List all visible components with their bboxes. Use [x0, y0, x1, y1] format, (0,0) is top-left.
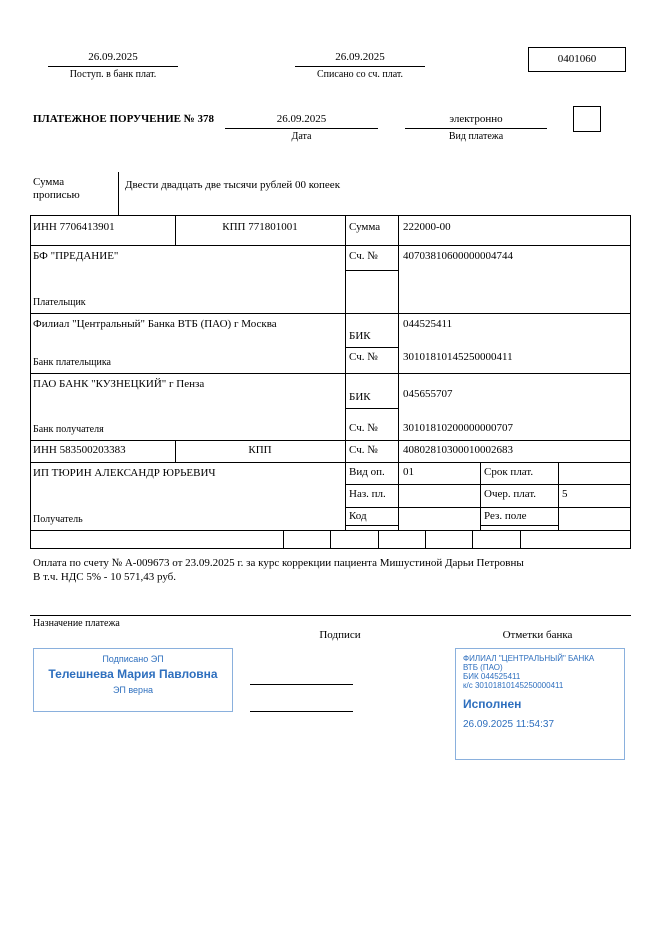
- payer-bank-name: Филиал "Центральный" Банка ВТБ (ПАО) г Москва: [33, 318, 277, 330]
- label-underline: [345, 347, 398, 348]
- table-line: [520, 530, 521, 548]
- amount-words-label-line1: Сумма: [33, 176, 65, 188]
- signer-name: Телешнева Мария Павловна: [48, 667, 218, 681]
- received-date-label: Поступ. в банк плат.: [69, 69, 157, 80]
- payee-account: 40802810300010002683: [403, 444, 513, 456]
- payee-bank-bik: 045655707: [403, 388, 453, 400]
- table-line: [558, 462, 559, 530]
- payment-term-label: Срок плат.: [484, 466, 534, 478]
- amount-words-divider: [118, 172, 119, 216]
- table-line: [30, 548, 631, 549]
- label-underline: [345, 270, 398, 271]
- label-underline: [345, 525, 398, 526]
- table-line: [630, 215, 631, 548]
- table-line: [345, 215, 346, 530]
- purpose-line1: Оплата по счету № А-009673 от 23.09.2025 г. за курс коррекции пациента Мишустиной Дарьи Петровны: [33, 557, 524, 569]
- bank-stamp-line2: ВТБ (ПАО): [463, 663, 503, 672]
- purpose-line2: В т.ч. НДС 5% - 10 571,43 руб.: [33, 571, 177, 583]
- payee-bank-account: 30101810200000000707: [403, 422, 513, 434]
- table-line: [30, 373, 631, 374]
- table-line: [30, 215, 631, 216]
- payer-bank-account-label: Сч. №: [349, 351, 378, 363]
- code-label: Код: [349, 510, 367, 522]
- reserve-field-label: Рез. поле: [484, 510, 527, 522]
- payment-kind: электронно: [449, 113, 503, 125]
- label-underline: [480, 525, 558, 526]
- payee-account-label: Сч. №: [349, 444, 378, 456]
- received-date-underline: [48, 66, 178, 67]
- payee-bank-name: ПАО БАНК "КУЗНЕЦКИЙ" г Пенза: [33, 378, 205, 390]
- payee-label: Получатель: [33, 514, 83, 525]
- form-code-box: 0401060: [528, 47, 626, 72]
- bank-marks-heading: Отметки банка: [502, 629, 573, 641]
- bank-stamp: [455, 648, 625, 760]
- document-date-label: Дата: [291, 131, 312, 142]
- table-line: [30, 462, 631, 463]
- table-line: [30, 215, 31, 548]
- table-line: [30, 440, 631, 441]
- payer-account-label: Сч. №: [349, 250, 378, 262]
- label-underline: [345, 408, 398, 409]
- payer-bank-account: 30101810145250000411: [403, 351, 513, 363]
- table-line: [30, 245, 631, 246]
- payee-bank-bik-label: БИК: [349, 391, 371, 403]
- table-line: [425, 530, 426, 548]
- payee-bank-label: Банк получателя: [33, 424, 104, 435]
- bank-stamp-bik: БИК 044525411: [463, 672, 521, 681]
- received-date: 26.09.2025: [88, 51, 138, 63]
- table-line: [398, 215, 399, 530]
- document-date-underline: [225, 128, 378, 129]
- op-type-label: Вид оп.: [349, 466, 385, 478]
- payee-kpp: КПП: [248, 444, 272, 456]
- purpose-underline: [30, 615, 631, 616]
- signature-stamp-line1: Подписано ЭП: [102, 654, 164, 664]
- payee-name: ИП ТЮРИН АЛЕКСАНДР ЮРЬЕВИЧ: [33, 467, 216, 479]
- payer-bank-label: Банк плательщика: [33, 357, 111, 368]
- payee-inn: ИНН 583500203383: [33, 444, 126, 456]
- signatures-heading: Подписи: [319, 629, 361, 641]
- bank-stamp-status: Исполнен: [463, 697, 522, 711]
- payment-order-label: Очер. плат.: [484, 488, 537, 500]
- table-line: [330, 530, 331, 548]
- amount-words-label-line2: прописью: [33, 189, 80, 201]
- payment-kind-underline: [405, 128, 547, 129]
- payer-account: 40703810600000004744: [403, 250, 513, 262]
- signature-line: [250, 684, 353, 685]
- bank-stamp-datetime: 26.09.2025 11:54:37: [463, 719, 555, 730]
- table-line: [283, 530, 284, 548]
- table-line: [345, 507, 631, 508]
- document-date: 26.09.2025: [276, 113, 327, 125]
- op-type-value: 01: [403, 466, 414, 478]
- signature-stamp: [33, 648, 233, 712]
- payer-bank-bik-label: БИК: [349, 330, 371, 342]
- signature-stamp-line3: ЭП верна: [112, 685, 154, 695]
- bank-stamp-corr-account: к/с 30101810145250000411: [463, 681, 564, 690]
- debited-date: 26.09.2025: [335, 51, 385, 63]
- payer-name: БФ "ПРЕДАНИЕ": [33, 250, 119, 262]
- status-code-box: [573, 106, 601, 132]
- purpose-label: Назначение платежа: [33, 618, 120, 629]
- amount-words-value: Двести двадцать две тысячи рублей 00 копеек: [125, 179, 341, 191]
- debited-date-underline: [295, 66, 425, 67]
- amount-value: 222000-00: [403, 221, 451, 233]
- payee-bank-account-label: Сч. №: [349, 422, 378, 434]
- signature-line: [250, 711, 353, 712]
- table-line: [345, 484, 631, 485]
- amount-label: Сумма: [349, 221, 381, 233]
- payment-order-value: 5: [562, 488, 568, 500]
- table-line: [30, 313, 631, 314]
- document-title: ПЛАТЕЖНОЕ ПОРУЧЕНИЕ № 378: [33, 113, 215, 125]
- bank-stamp-line1: ФИЛИАЛ "ЦЕНТРАЛЬНЫЙ" БАНКА: [463, 654, 595, 663]
- payer-kpp: КПП 771801001: [222, 221, 298, 233]
- debited-date-label: Списано со сч. плат.: [316, 69, 404, 80]
- payer-inn: ИНН 7706413901: [33, 221, 115, 233]
- payer-label: Плательщик: [33, 297, 86, 308]
- payment-kind-label: Вид платежа: [448, 131, 504, 142]
- table-line: [472, 530, 473, 548]
- table-line: [480, 462, 481, 530]
- table-line: [378, 530, 379, 548]
- payment-purpose-code-label: Наз. пл.: [349, 488, 386, 500]
- payer-bank-bik: 044525411: [403, 318, 453, 330]
